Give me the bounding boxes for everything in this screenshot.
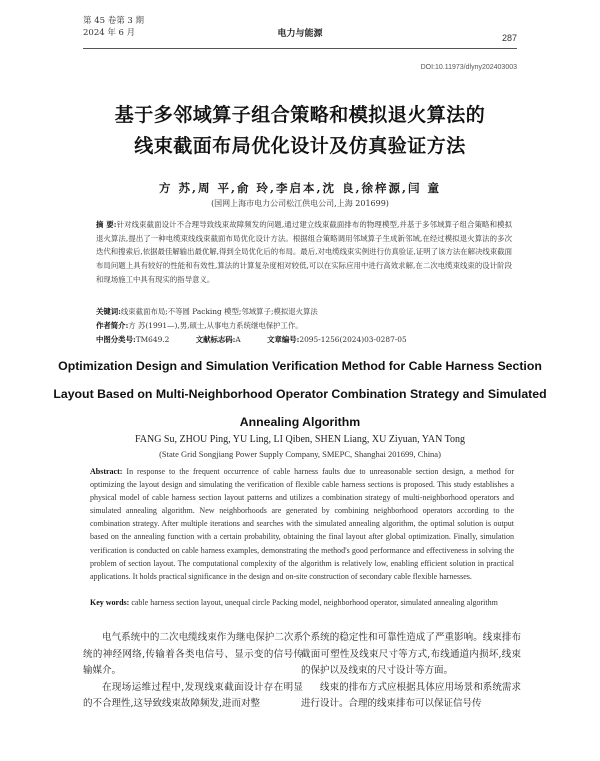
author-introduction-label: 作者简介: (96, 321, 129, 330)
chinese-abstract-label: 摘 要: (96, 220, 117, 229)
author-introduction-text: 方 苏(1991—),男,硕士,从事电力系统继电保护工作。 (128, 321, 303, 330)
chinese-keywords-label: 关键词: (96, 307, 121, 316)
english-keywords-text: cable harness section layout, unequal circle Packing model, neighborhood operator, simulated annealing algorithm (131, 598, 498, 607)
english-keywords-label: Key words: (90, 598, 130, 607)
chinese-title-line-1: 基于多邻域算子组合策略和模拟退火算法的 (114, 104, 486, 126)
article-number-label: 文章编号: (267, 335, 300, 344)
body-paragraph: 个系统的稳定性和可靠性造成了严重影响。线束排布截面可塑性及线束尺寸等方式,布线通道内损坏,线束的保护以及线束的尺寸设计等方面。 (301, 632, 521, 676)
chinese-keywords-text: 线束截面布局;不等圆 Packing 模型;邻域算子;模拟退火算法 (120, 307, 318, 316)
english-title-line-3: Annealing Algorithm (239, 415, 361, 429)
body-left-column (83, 630, 303, 713)
english-title-line-2: Layout Based on Multi-Neighborhood Operator Combination Strategy and Simulated (53, 387, 547, 401)
volume-issue: 第 45 卷第 3 期 (83, 16, 145, 26)
english-title-line-1: Optimization Design and Simulation Verification Method for Cable Harness Section (58, 359, 542, 373)
journal-name: 电力与能源 (277, 29, 323, 39)
chinese-keywords (96, 306, 516, 317)
english-title (0, 352, 600, 436)
chinese-title (0, 100, 600, 162)
body-paragraph: 电气系统中的二次电缆线束作为继电保护二次系统的神经网络,传输着各类电信号、显示变的信号传输媒介。 (83, 632, 303, 676)
english-abstract (90, 465, 514, 583)
classification-line (96, 334, 516, 345)
chinese-abstract (96, 218, 512, 287)
chinese-affiliation: (国网上海市电力公司松江供电公司,上海 201699) (211, 199, 389, 208)
author-introduction (96, 320, 516, 331)
publication-date: 2024 年 6 月 (83, 28, 136, 38)
body-paragraph: 线束的排布方式应根据具体应用场景和系统需求进行设计。合理的线束排布可以保证信号传 (301, 681, 521, 709)
clc-label: 中图分类号: (96, 335, 136, 344)
header-rule (83, 48, 517, 49)
english-abstract-label: Abstract: (90, 467, 123, 476)
english-abstract-text: In response to the frequent occurrence of cable harness faults due to unreasonable section design, a method for optimizing the layout design and simulating the verification of flexible cable harness sections is proposed. This study establishes a physical model of cable harness section layout patterns and utilizes a combination strategy of multi-neighborhood operators and simulated annealing algorithm. New neighborhoods are generated by combining neighborhood operators according to the combination strategy. After multiple iterations and searches with the simulated annealing algorithm, the optimal solution is output based on the annealing function with a certain probability, obtaining the final layout after global optimization. Finally, simulation verification is conducted on cable harness examples, demonstrating the method's good performance and effectiveness in solving the problem of section layout. The computational complexity of the algorithm is relatively low, enabling efficient solution in practical applications. It holds practical significance in the design and on-site construction of secondary cable flexible harnesses. (90, 467, 515, 581)
chinese-abstract-text: 针对线束截面设计不合理导致线束故障频发的问题,通过建立线束截面排布的物理模型,并基于多邻域算子组合策略和模拟退火算法,提出了一种电缆束线线束截面布局优化设计方法。根据组合策略调用邻域算子生成新邻域,在经过模拟退火算法的多次迭代和搜索后,依据最佳解输出最优解,得到全局优化后的布局。最后,对电缆线束实例进行仿真验证,证明了该方法在解决线束截面布局问题上具有较好的性能和有效性,算法的计算复杂度相对较低,可以在实际应用中进行高效求解,在二次电缆束线束的设计阶段和现场施工中具有现实的指导意义。 (96, 220, 512, 284)
english-affiliation: (State Grid Songjiang Power Supply Company, SMEPC, Shanghai 201699, China) (159, 449, 441, 459)
article-number-value: 2095-1256(2024)03-0287-05 (299, 335, 407, 344)
document-code-value: A (235, 335, 241, 344)
chinese-title-line-2: 线束截面布局优化设计及仿真验证方法 (134, 135, 466, 157)
body-right-column (301, 630, 521, 713)
clc-value: TM649.2 (135, 335, 170, 344)
body-paragraph: 在现场运维过程中,发现线束截面设计存在明显的不合理性,这导致线束故障频发,进而对整 (83, 681, 303, 709)
doi: DOI:10.11973/dlyny202403003 (420, 64, 517, 71)
chinese-authors: 方 苏,周 平,俞 玲,李启本,沈 良,徐梓源,闫 童 (158, 181, 442, 195)
english-authors: FANG Su, ZHOU Ping, YU Ling, LI Qiben, SHEN Liang, XU Ziyuan, YAN Tong (134, 434, 466, 445)
document-code-label: 文献标志码: (195, 335, 236, 344)
page-number: 287 (501, 33, 517, 43)
english-keywords (90, 596, 514, 610)
